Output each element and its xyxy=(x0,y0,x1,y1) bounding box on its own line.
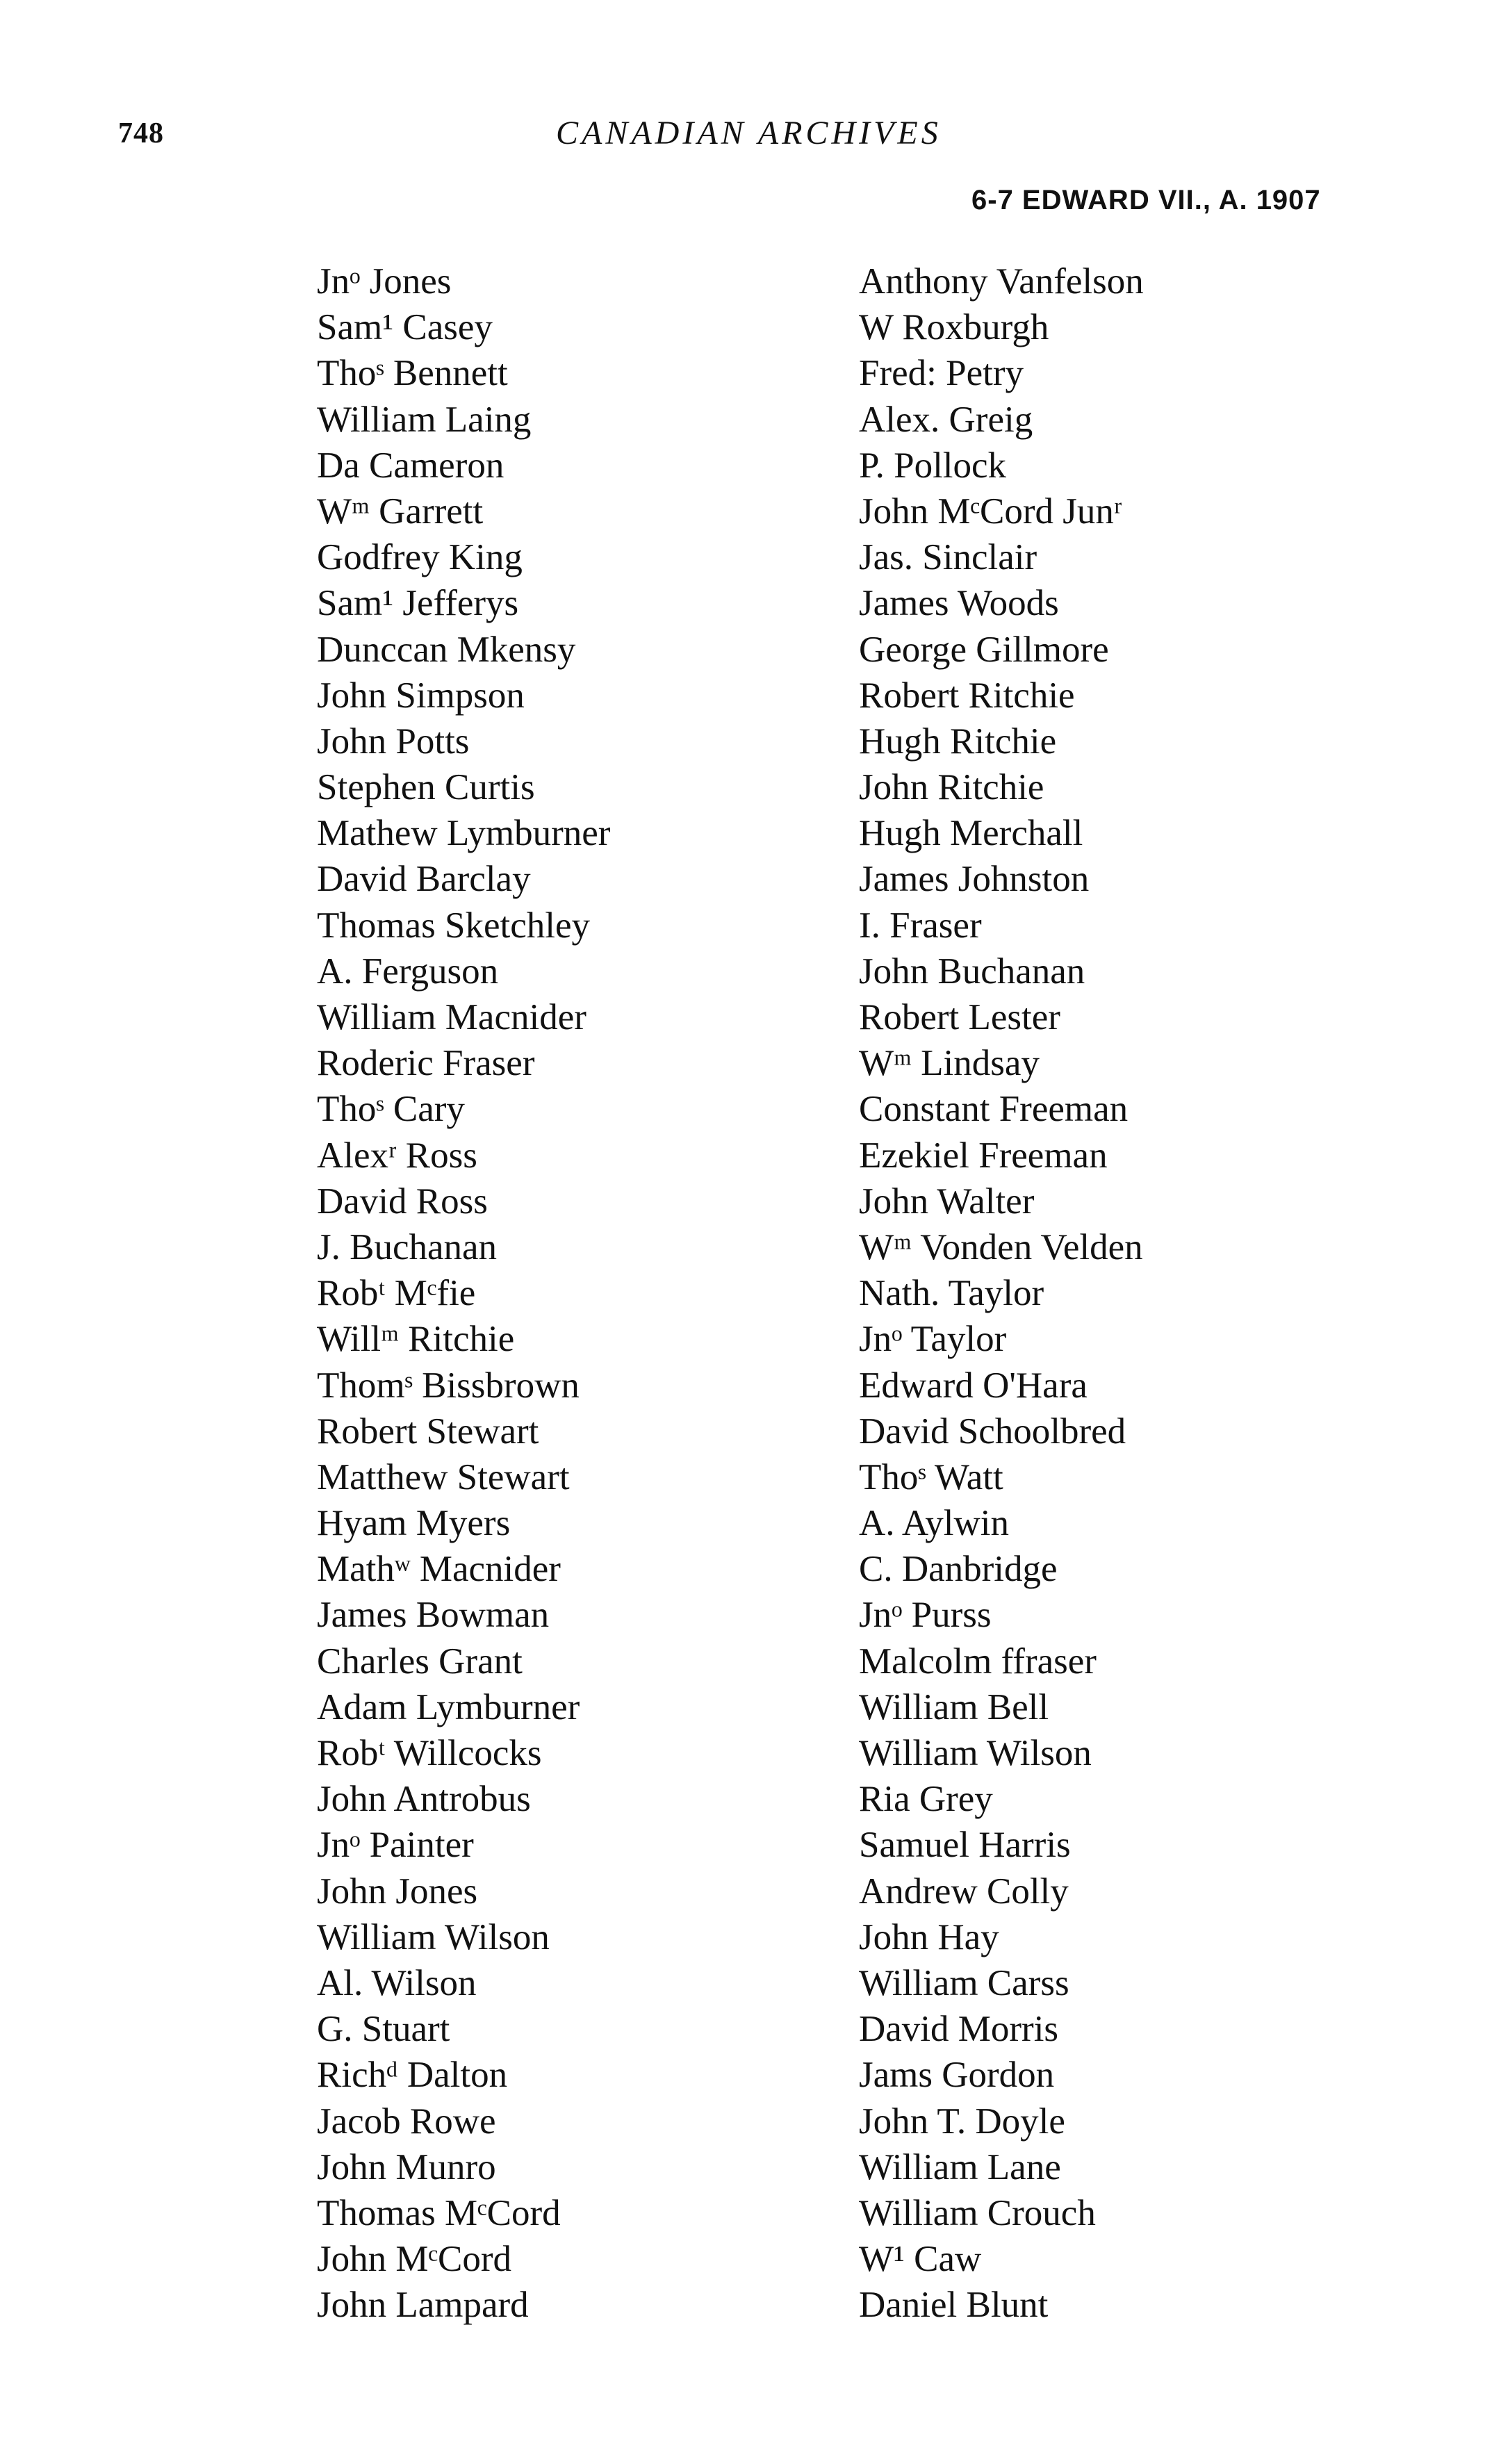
name-entry: Alex. Greig xyxy=(859,399,1033,440)
name-entry: William Wilson xyxy=(317,1916,550,1957)
name-entry: John Hay xyxy=(859,1916,999,1957)
name-entry: William Bell xyxy=(859,1686,1049,1727)
name-entry: A. Aylwin xyxy=(859,1503,1009,1544)
name-entry: Mathew Lymburner xyxy=(317,813,611,854)
name-entry: John Walter xyxy=(859,1181,1035,1222)
name-entry: John Ritchie xyxy=(859,767,1044,808)
name-entry: David Schoolbred xyxy=(859,1411,1126,1452)
name-entry: Malcolm ffraser xyxy=(859,1641,1097,1682)
page-number: 748 xyxy=(118,117,164,149)
name-entry: Andrew Colly xyxy=(859,1871,1069,1912)
name-entry: Sam¹ Jefferys xyxy=(317,583,519,624)
name-entry: P. Pollock xyxy=(859,445,1007,486)
name-entry: David Barclay xyxy=(317,859,531,900)
name-entry: John Buchanan xyxy=(859,951,1085,992)
name-entry: I. Fraser xyxy=(859,905,982,946)
name-entry: Jnᵒ Taylor xyxy=(859,1319,1007,1360)
name-entry: Robᵗ Willcocks xyxy=(317,1733,542,1773)
name-entry: William Macnider xyxy=(317,997,586,1037)
name-entry: George Gillmore xyxy=(859,629,1109,670)
name-entry: John Lampard xyxy=(317,2285,529,2326)
name-entry: Thomas Sketchley xyxy=(317,905,590,946)
name-entry: William Lane xyxy=(859,2146,1061,2187)
name-entry: A. Ferguson xyxy=(317,951,499,992)
name-list-left xyxy=(317,258,610,2328)
name-entry: J. Buchanan xyxy=(317,1226,498,1267)
name-entry: Jnᵒ Purss xyxy=(859,1595,992,1636)
name-entry: David Morris xyxy=(859,2009,1059,2050)
name-entry: Ezekiel Freeman xyxy=(859,1135,1108,1176)
running-head: CANADIAN ARCHIVES xyxy=(556,115,942,151)
name-entry: Ria Grey xyxy=(859,1779,993,1820)
name-entry: Stephen Curtis xyxy=(317,767,535,808)
name-entry: Wᵐ Lindsay xyxy=(859,1043,1040,1084)
name-entry: Jas. Sinclair xyxy=(859,537,1037,578)
name-entry: Thomˢ Bissbrown xyxy=(317,1365,580,1406)
name-entry: Alexʳ Ross xyxy=(317,1135,477,1176)
name-entry: Charles Grant xyxy=(317,1641,523,1682)
name-entry: Nath. Taylor xyxy=(859,1273,1044,1314)
name-entry: Jnᵒ Painter xyxy=(317,1825,474,1866)
name-entry: Willᵐ Ritchie xyxy=(317,1319,515,1360)
name-entry: John Jones xyxy=(317,1871,478,1912)
name-entry: Thomas MᶜCord xyxy=(317,2192,561,2233)
name-entry: W Roxburgh xyxy=(859,307,1049,348)
name-entry: Thoˢ Bennett xyxy=(317,353,508,394)
name-entry: Daniel Blunt xyxy=(859,2285,1049,2326)
name-entry: Constant Freeman xyxy=(859,1089,1129,1130)
name-entry: Robert Ritchie xyxy=(859,675,1075,716)
name-entry: Mathʷ Macnider xyxy=(317,1549,561,1590)
name-entry: Hugh Ritchie xyxy=(859,721,1057,762)
name-entry: Jams Gordon xyxy=(859,2055,1055,2096)
name-entry: Adam Lymburner xyxy=(317,1686,580,1727)
name-entry: Jacob Rowe xyxy=(317,2101,496,2142)
name-entry: William Carss xyxy=(859,1962,1069,2003)
name-entry: Thoˢ Watt xyxy=(859,1456,1003,1497)
name-entry: C. Danbridge xyxy=(859,1549,1058,1590)
name-entry: Matthew Stewart xyxy=(317,1456,570,1497)
name-entry: James Woods xyxy=(859,583,1059,624)
name-entry: Anthony Vanfelson xyxy=(859,261,1144,302)
name-entry: John T. Doyle xyxy=(859,2101,1065,2142)
name-entry: John Simpson xyxy=(317,675,525,716)
name-entry: Sam¹ Casey xyxy=(317,307,493,348)
name-entry: Wᵐ Garrett xyxy=(317,491,484,532)
name-entry: Wᵐ Vonden Velden xyxy=(859,1226,1143,1267)
name-entry: Fred: Petry xyxy=(859,353,1024,394)
name-entry: Richᵈ Dalton xyxy=(317,2055,508,2096)
name-entry: Robert Stewart xyxy=(317,1411,539,1452)
name-entry: William Wilson xyxy=(859,1733,1092,1773)
name-entry: Hyam Myers xyxy=(317,1503,511,1544)
name-list-right xyxy=(859,258,1144,2328)
name-entry: James Johnston xyxy=(859,859,1090,900)
name-entry: Al. Wilson xyxy=(317,1962,477,2003)
name-entry: Samuel Harris xyxy=(859,1825,1071,1866)
name-entry: Robert Lester xyxy=(859,997,1060,1037)
name-entry: William Laing xyxy=(317,399,532,440)
name-entry: David Ross xyxy=(317,1181,488,1222)
name-entry: Edward O'Hara xyxy=(859,1365,1088,1406)
name-entry: Thoˢ Cary xyxy=(317,1089,465,1130)
name-entry: John MᶜCord Junʳ xyxy=(859,491,1122,532)
name-entry: Robᵗ Mᶜfie xyxy=(317,1273,476,1314)
name-entry: Roderic Fraser xyxy=(317,1043,535,1084)
name-entry: John MᶜCord xyxy=(317,2239,512,2280)
name-entry: Da Cameron xyxy=(317,445,504,486)
name-entry: G. Stuart xyxy=(317,2009,450,2050)
name-entry: James Bowman xyxy=(317,1595,550,1636)
name-entry: W¹ Caw xyxy=(859,2239,982,2280)
name-entry: Hugh Merchall xyxy=(859,813,1083,854)
name-entry: John Potts xyxy=(317,721,470,762)
name-entry: Godfrey King xyxy=(317,537,523,578)
session-reference: 6-7 EDWARD VII., A. 1907 xyxy=(971,185,1321,215)
name-entry: William Crouch xyxy=(859,2192,1096,2233)
name-entry: John Antrobus xyxy=(317,1779,531,1820)
name-entry: Dunccan Mkensy xyxy=(317,629,576,670)
name-entry: John Munro xyxy=(317,2146,496,2187)
name-entry: Jnᵒ Jones xyxy=(317,261,452,302)
